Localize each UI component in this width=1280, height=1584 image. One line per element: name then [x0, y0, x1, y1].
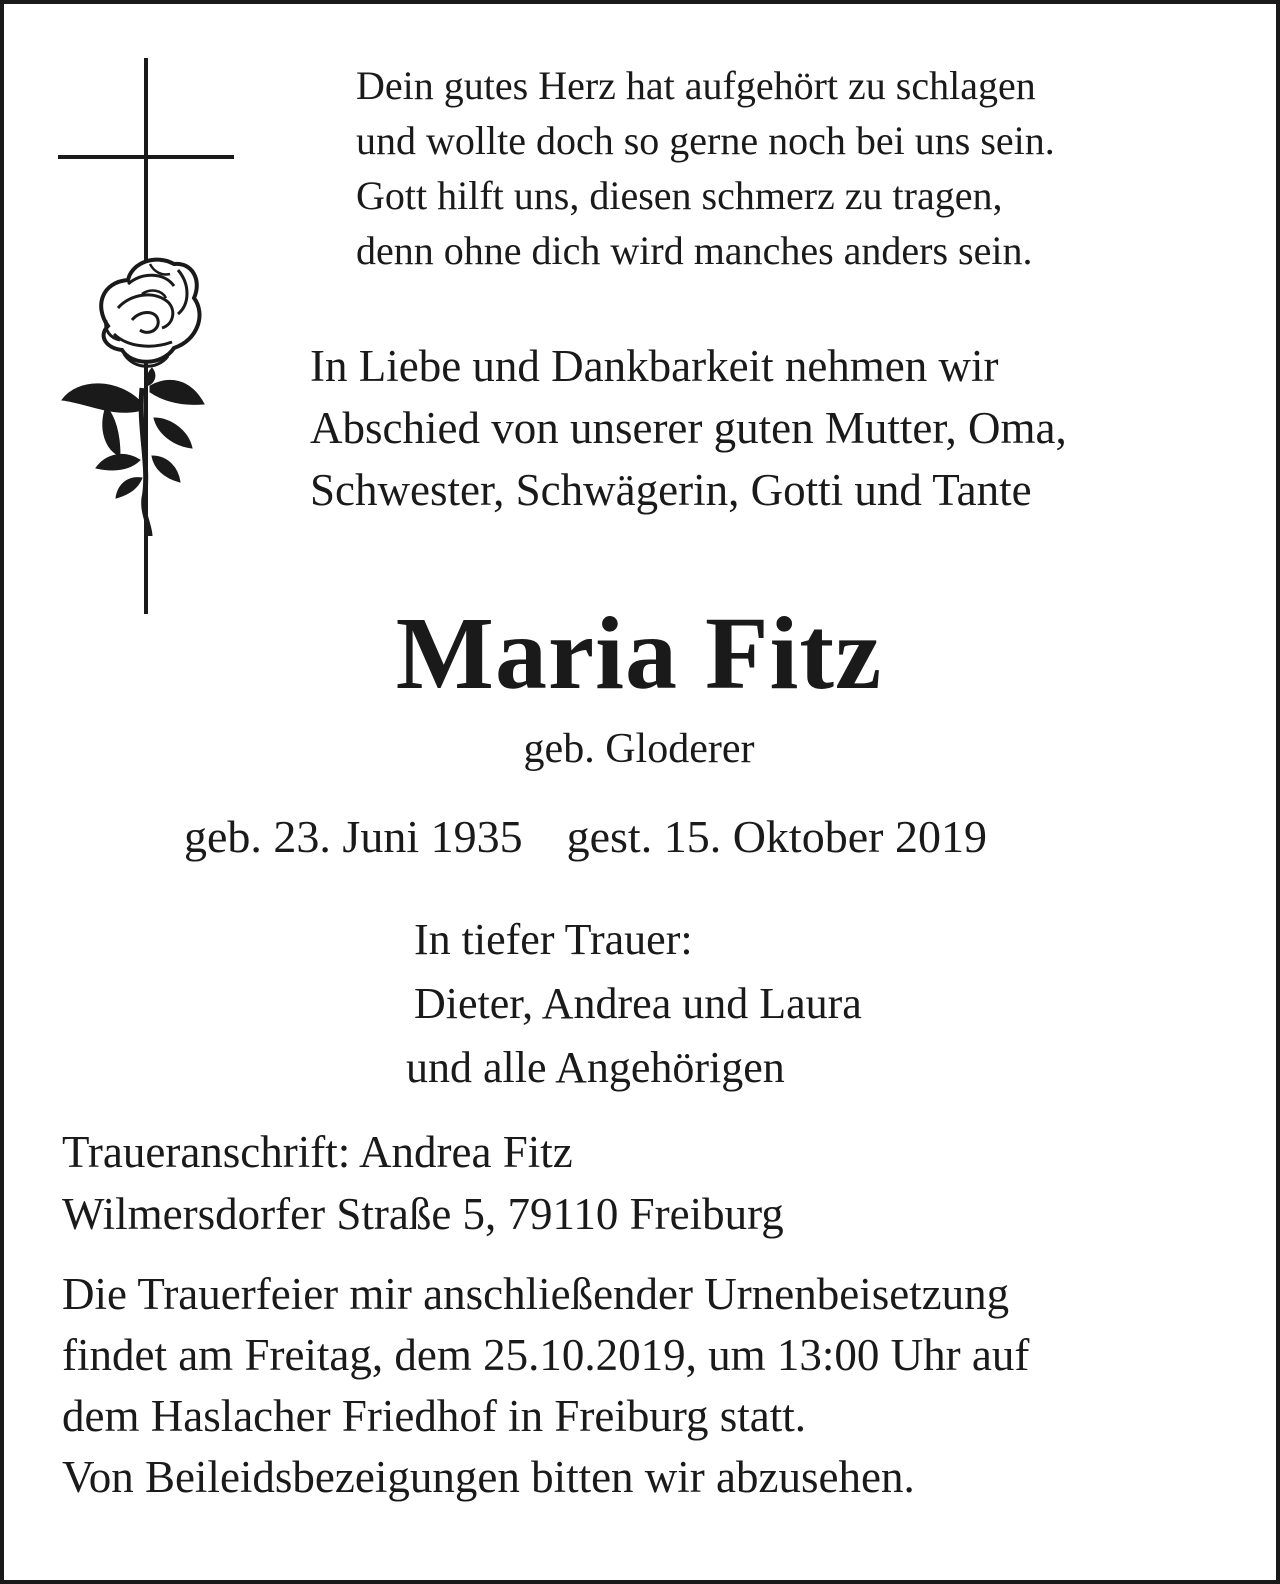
ceremony-line: Von Beileidsbezeigungen bitten wir abzusehen.	[62, 1452, 915, 1502]
cross-with-rose-icon	[58, 58, 238, 616]
mourners-block	[406, 915, 862, 1110]
ceremony-info	[62, 1269, 1030, 1516]
ceremony-line: dem Haslacher Friedhof in Freiburg statt.	[62, 1391, 806, 1441]
address-line: Wilmersdorfer Straße 5, 79110 Freiburg	[62, 1189, 784, 1239]
death-date: gest. 15. Oktober 2019	[566, 811, 987, 862]
poem-line: Dein gutes Herz hat aufgehört zu schlagen	[356, 63, 1036, 108]
intro-line: In Liebe und Dankbarkeit nehmen wir	[310, 341, 999, 391]
maiden-name: geb. Gloderer	[523, 726, 755, 772]
poem-verse	[356, 63, 1055, 286]
address-line: Traueranschrift: Andrea Fitz	[62, 1127, 573, 1177]
birth-date: geb. 23. Juni 1935	[184, 811, 523, 862]
farewell-intro	[310, 341, 1067, 530]
intro-line: Abschied von unserer guten Mutter, Oma,	[310, 403, 1067, 453]
ceremony-line: Die Trauerfeier mir anschließender Urnenbeisetzung	[62, 1269, 1010, 1319]
life-dates	[184, 811, 987, 862]
mourners-relatives: und alle Angehörigen	[406, 1043, 785, 1092]
mourning-address	[62, 1127, 784, 1254]
ceremony-line: findet am Freitag, dem 25.10.2019, um 13:00 Uhr auf	[62, 1330, 1030, 1380]
mourners-names: Dieter, Andrea und Laura	[414, 979, 862, 1028]
mourners-heading: In tiefer Trauer:	[414, 915, 693, 964]
poem-line: denn ohne dich wird manches anders sein.	[356, 228, 1033, 273]
poem-line: Gott hilft uns, diesen schmerz zu tragen,	[356, 173, 1003, 218]
intro-line: Schwester, Schwägerin, Gotti und Tante	[310, 465, 1032, 515]
poem-line: und wollte doch so gerne noch bei uns sein.	[356, 118, 1055, 163]
deceased-name: Maria Fitz	[395, 596, 883, 711]
